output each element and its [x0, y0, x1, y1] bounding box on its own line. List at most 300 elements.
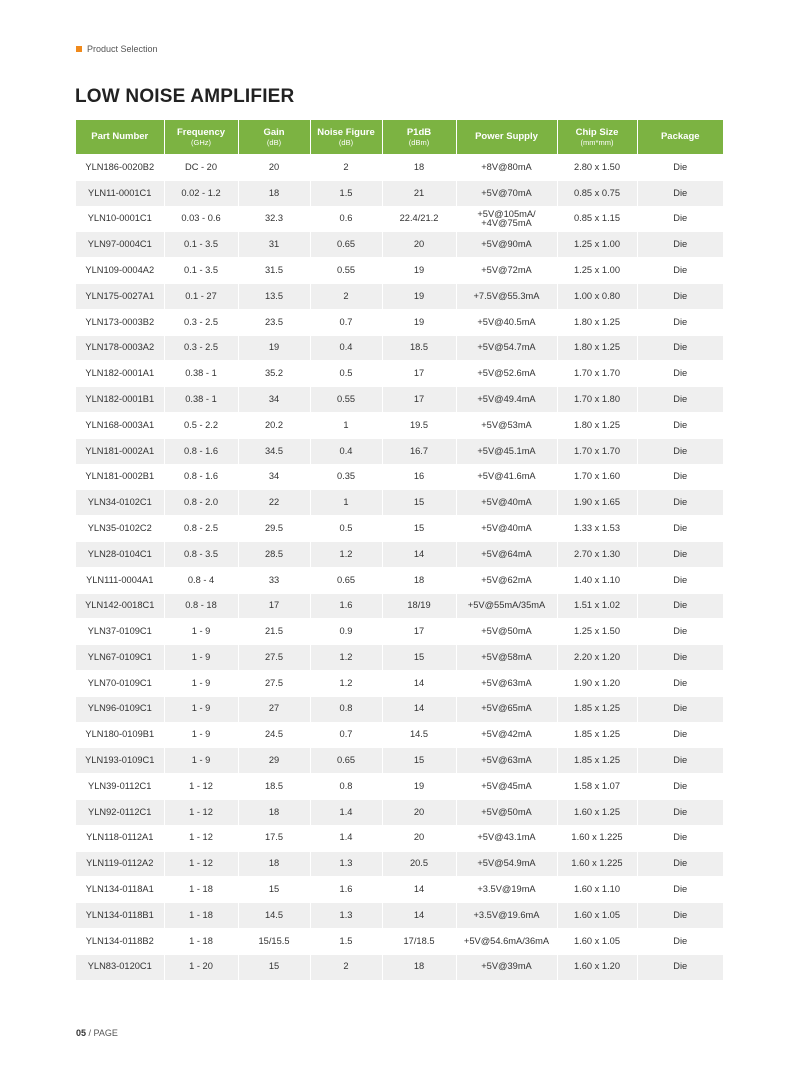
table-row [76, 670, 723, 696]
column-header-unit: (mm*mm) [580, 137, 614, 147]
table-cell: 17 [382, 387, 456, 413]
table-cell: +5V@40mA [456, 490, 557, 516]
table-cell: 0.03 - 0.6 [164, 206, 238, 232]
table-cell: 1.33 x 1.53 [557, 516, 637, 542]
table-cell: 0.38 - 1 [164, 361, 238, 387]
table-cell: 1 [310, 490, 382, 516]
table-row [76, 851, 723, 877]
table-cell: 15 [382, 516, 456, 542]
table-cell: 1.6 [310, 593, 382, 619]
table-cell: 19.5 [382, 412, 456, 438]
table-cell: YLN37-0109C1 [76, 619, 164, 645]
table-cell: 18 [382, 155, 456, 181]
table-cell: Die [637, 283, 723, 309]
table-cell: +5V@70mA [456, 180, 557, 206]
table-cell: YLN39-0112C1 [76, 774, 164, 800]
table-cell: +5V@50mA [456, 619, 557, 645]
table-cell: 1 - 18 [164, 877, 238, 903]
table-cell: 1.80 x 1.25 [557, 335, 637, 361]
table-cell: 0.5 [310, 361, 382, 387]
table-cell: 19 [382, 774, 456, 800]
table-row [76, 464, 723, 490]
table-row [76, 180, 723, 206]
table-cell: 0.65 [310, 232, 382, 258]
table-cell: 1.85 x 1.25 [557, 696, 637, 722]
table-cell: 1.2 [310, 670, 382, 696]
table-cell: 14 [382, 877, 456, 903]
table-cell: 1.70 x 1.60 [557, 464, 637, 490]
table-cell: DC - 20 [164, 155, 238, 181]
table-cell: 0.8 - 2.5 [164, 516, 238, 542]
table-row [76, 258, 723, 284]
column-header-label: Package [660, 131, 700, 143]
table-cell: 27 [238, 696, 310, 722]
table-row [76, 412, 723, 438]
table-cell: 0.55 [310, 387, 382, 413]
table-cell: +8V@80mA [456, 155, 557, 181]
table-cell: 20 [238, 155, 310, 181]
table-cell: YLN109-0004A2 [76, 258, 164, 284]
table-cell: 14 [382, 696, 456, 722]
table-cell: 0.8 - 1.6 [164, 464, 238, 490]
table-cell: Die [637, 438, 723, 464]
column-header-unit: (dB) [338, 137, 354, 147]
table-row [76, 774, 723, 800]
table-cell: 15 [382, 645, 456, 671]
table-cell: 2.70 x 1.30 [557, 541, 637, 567]
table-cell: 1.2 [310, 645, 382, 671]
column-header-label: Gain [263, 126, 285, 138]
table-cell: 0.55 [310, 258, 382, 284]
table-cell: Die [637, 412, 723, 438]
table-cell: Die [637, 903, 723, 929]
table-cell: Die [637, 619, 723, 645]
table-cell: 14 [382, 903, 456, 929]
table-body [76, 155, 723, 980]
table-cell: 1.58 x 1.07 [557, 774, 637, 800]
table-cell: 1 - 18 [164, 903, 238, 929]
table-cell: Die [637, 387, 723, 413]
table-cell: 0.3 - 2.5 [164, 335, 238, 361]
page-label: / PAGE [86, 1028, 118, 1038]
table-cell: YLN186-0020B2 [76, 155, 164, 181]
table-cell: Die [637, 155, 723, 181]
table-cell: 0.7 [310, 309, 382, 335]
table-row [76, 155, 723, 181]
table-cell: +5V@62mA [456, 567, 557, 593]
table-cell: 1.60 x 1.25 [557, 799, 637, 825]
page-footer [76, 1028, 118, 1038]
table-cell: 2 [310, 155, 382, 181]
table-cell: YLN35-0102C2 [76, 516, 164, 542]
table-cell: YLN181-0002A1 [76, 438, 164, 464]
table-cell: 16 [382, 464, 456, 490]
table-cell: YLN111-0004A1 [76, 567, 164, 593]
table-cell: 20 [382, 825, 456, 851]
table-cell: 1.70 x 1.80 [557, 387, 637, 413]
table-cell: YLN118-0112A1 [76, 825, 164, 851]
table-cell: 1.25 x 1.00 [557, 232, 637, 258]
table-header-row [76, 120, 723, 155]
table-cell: 1.25 x 1.00 [557, 258, 637, 284]
table-cell: 1.4 [310, 799, 382, 825]
table-cell: 1.70 x 1.70 [557, 361, 637, 387]
table-cell: 19 [382, 283, 456, 309]
table-cell: YLN119-0112A2 [76, 851, 164, 877]
page-number: 05 [76, 1028, 87, 1038]
table-cell: +5V@72mA [456, 258, 557, 284]
column-header [456, 120, 557, 155]
table-cell: Die [637, 593, 723, 619]
table-row [76, 567, 723, 593]
table-cell: 1 - 12 [164, 825, 238, 851]
table-cell: YLN134-0118B2 [76, 928, 164, 954]
table-cell: Die [637, 206, 723, 232]
column-header-unit: (dBm) [408, 137, 430, 147]
table-cell: 28.5 [238, 541, 310, 567]
table-cell: 0.8 - 3.5 [164, 541, 238, 567]
table-cell: YLN97-0004C1 [76, 232, 164, 258]
table-cell: Die [637, 696, 723, 722]
table-cell: 32.3 [238, 206, 310, 232]
table-cell: 1.90 x 1.20 [557, 670, 637, 696]
table-row [76, 541, 723, 567]
table-cell: +5V@52.6mA [456, 361, 557, 387]
table-cell: 0.7 [310, 722, 382, 748]
table-cell: Die [637, 567, 723, 593]
table-cell: 0.5 - 2.2 [164, 412, 238, 438]
table-cell: 33 [238, 567, 310, 593]
table-cell: +5V@39mA [456, 954, 557, 979]
table-cell: 0.8 - 1.6 [164, 438, 238, 464]
table-cell: Die [637, 258, 723, 284]
table-cell: Die [637, 825, 723, 851]
column-header-label: Frequency [176, 126, 226, 138]
table-cell: 14.5 [238, 903, 310, 929]
table-row [76, 722, 723, 748]
table-cell: 0.8 - 2.0 [164, 490, 238, 516]
table-cell: 0.4 [310, 335, 382, 361]
table-cell: YLN28-0104C1 [76, 541, 164, 567]
table-cell: YLN83-0120C1 [76, 954, 164, 979]
table-cell: +5V@41.6mA [456, 464, 557, 490]
table-cell: +5V@43.1mA [456, 825, 557, 851]
table-cell: 18.5 [238, 774, 310, 800]
table-cell: 20 [382, 232, 456, 258]
table-cell: 0.65 [310, 567, 382, 593]
table-cell: 18 [382, 954, 456, 979]
table-cell: +5V@64mA [456, 541, 557, 567]
table-cell: 18 [238, 180, 310, 206]
table-cell: YLN180-0109B1 [76, 722, 164, 748]
table-cell: 1.3 [310, 903, 382, 929]
table-cell: Die [637, 877, 723, 903]
table-cell: 0.38 - 1 [164, 387, 238, 413]
table-cell: 17 [382, 619, 456, 645]
column-header [382, 120, 456, 155]
page-title: LOW NOISE AMPLIFIER [75, 86, 295, 107]
table-cell: 18 [382, 567, 456, 593]
table-cell: 34 [238, 387, 310, 413]
table-cell: Die [637, 774, 723, 800]
table-cell: 0.8 [310, 696, 382, 722]
table-cell: 22 [238, 490, 310, 516]
table-cell: 1 - 9 [164, 645, 238, 671]
table-cell: 1 - 12 [164, 799, 238, 825]
table-cell: 1.40 x 1.10 [557, 567, 637, 593]
table-cell: 1.80 x 1.25 [557, 412, 637, 438]
table-cell: 1.60 x 1.10 [557, 877, 637, 903]
section-tag-label: Product Selection [87, 44, 158, 54]
table-cell: YLN175-0027A1 [76, 283, 164, 309]
table-cell: 21 [382, 180, 456, 206]
column-header [557, 120, 637, 155]
table-cell: 2 [310, 283, 382, 309]
table-cell: YLN11-0001C1 [76, 180, 164, 206]
table-cell: 14 [382, 670, 456, 696]
table-cell: +5V@49.4mA [456, 387, 557, 413]
table-row [76, 490, 723, 516]
table-cell: 1.25 x 1.50 [557, 619, 637, 645]
table-cell: 31 [238, 232, 310, 258]
table-row [76, 593, 723, 619]
table-cell: YLN142-0018C1 [76, 593, 164, 619]
table-cell: 1.85 x 1.25 [557, 748, 637, 774]
table-cell: 0.85 x 1.15 [557, 206, 637, 232]
table-cell: +5V@65mA [456, 696, 557, 722]
table-cell: 0.65 [310, 748, 382, 774]
table-cell: Die [637, 670, 723, 696]
table-cell: 1 - 20 [164, 954, 238, 979]
table-row [76, 645, 723, 671]
table-cell: 13.5 [238, 283, 310, 309]
table-cell: 0.8 - 18 [164, 593, 238, 619]
table-cell: +7.5V@55.3mA [456, 283, 557, 309]
table-cell: +3.5V@19mA [456, 877, 557, 903]
table-cell: Die [637, 748, 723, 774]
table-cell: 18 [238, 799, 310, 825]
table-cell: YLN134-0118A1 [76, 877, 164, 903]
table-cell: 19 [238, 335, 310, 361]
table-row [76, 309, 723, 335]
table-cell: Die [637, 361, 723, 387]
table-cell: 23.5 [238, 309, 310, 335]
table-cell: YLN92-0112C1 [76, 799, 164, 825]
table-row [76, 748, 723, 774]
table-cell: Die [637, 645, 723, 671]
table-cell: 1 - 9 [164, 670, 238, 696]
table-cell: 17.5 [238, 825, 310, 851]
table-cell: +5V@45mA [456, 774, 557, 800]
table-cell: YLN34-0102C1 [76, 490, 164, 516]
table-cell: 1 - 9 [164, 722, 238, 748]
table-cell: 1 - 12 [164, 851, 238, 877]
column-header-unit: (dB) [266, 137, 282, 147]
table-cell: 1 - 9 [164, 619, 238, 645]
table-cell: Die [637, 464, 723, 490]
table-cell: +5V@45.1mA [456, 438, 557, 464]
table-row [76, 903, 723, 929]
table-cell: 0.4 [310, 438, 382, 464]
column-header-label: P1dB [406, 126, 432, 138]
table-cell: Die [637, 928, 723, 954]
orange-square-icon [76, 46, 82, 52]
table-cell: 1 - 12 [164, 774, 238, 800]
table-cell: 27.5 [238, 645, 310, 671]
table-row [76, 206, 723, 232]
table-cell: 0.6 [310, 206, 382, 232]
table-cell: Die [637, 541, 723, 567]
table-cell: 1.5 [310, 180, 382, 206]
table-cell: 24.5 [238, 722, 310, 748]
table-cell: YLN178-0003A2 [76, 335, 164, 361]
table-row [76, 619, 723, 645]
table-cell: 1.85 x 1.25 [557, 722, 637, 748]
column-header [76, 120, 164, 155]
table-cell: 15 [238, 954, 310, 979]
table-cell: YLN10-0001C1 [76, 206, 164, 232]
table-cell: 1.2 [310, 541, 382, 567]
column-header-label: Chip Size [575, 126, 619, 138]
table-row [76, 516, 723, 542]
table-row [76, 877, 723, 903]
table-cell: YLN134-0118B1 [76, 903, 164, 929]
column-header-label: Power Supply [475, 131, 538, 143]
table-cell: +5V@90mA [456, 232, 557, 258]
table-row [76, 954, 723, 979]
table-cell: +5V@54.6mA/36mA [456, 928, 557, 954]
table-row [76, 438, 723, 464]
table-cell: Die [637, 309, 723, 335]
table-cell: 17 [382, 361, 456, 387]
table-cell: 1.3 [310, 851, 382, 877]
table-row [76, 799, 723, 825]
table-cell: 14 [382, 541, 456, 567]
table-cell: +5V@55mA/35mA [456, 593, 557, 619]
table-cell: +5V@40.5mA [456, 309, 557, 335]
column-header-label: Part Number [91, 131, 149, 143]
column-header [310, 120, 382, 155]
table-row [76, 232, 723, 258]
table-cell: 0.5 [310, 516, 382, 542]
lna-product-table [76, 120, 723, 980]
table-row [76, 283, 723, 309]
table-cell: +5V@63mA [456, 748, 557, 774]
table-cell: 0.35 [310, 464, 382, 490]
table-cell: 2.20 x 1.20 [557, 645, 637, 671]
column-header-unit: (GHz) [191, 137, 211, 147]
table-cell: 1.60 x 1.225 [557, 851, 637, 877]
table-cell: 15 [382, 748, 456, 774]
table-cell: 0.1 - 3.5 [164, 232, 238, 258]
table-row [76, 696, 723, 722]
section-tag [76, 44, 158, 54]
table-row [76, 387, 723, 413]
table-cell: 35.2 [238, 361, 310, 387]
table-cell: +3.5V@19.6mA [456, 903, 557, 929]
table-cell: 22.4/21.2 [382, 206, 456, 232]
column-header [164, 120, 238, 155]
table-cell: +5V@42mA [456, 722, 557, 748]
table-cell: Die [637, 851, 723, 877]
table-cell: 19 [382, 309, 456, 335]
table-cell: 0.3 - 2.5 [164, 309, 238, 335]
table-cell: 21.5 [238, 619, 310, 645]
table-cell: 27.5 [238, 670, 310, 696]
table-cell: 29.5 [238, 516, 310, 542]
table-cell: 2 [310, 954, 382, 979]
table-cell: YLN70-0109C1 [76, 670, 164, 696]
table-cell: 0.1 - 27 [164, 283, 238, 309]
table-cell: 1.70 x 1.70 [557, 438, 637, 464]
table-cell: 1.60 x 1.05 [557, 928, 637, 954]
table-cell: 17/18.5 [382, 928, 456, 954]
table-cell: YLN181-0002B1 [76, 464, 164, 490]
table-cell: 31.5 [238, 258, 310, 284]
table-cell: 18/19 [382, 593, 456, 619]
table-cell: YLN96-0109C1 [76, 696, 164, 722]
table-cell: 1.60 x 1.225 [557, 825, 637, 851]
table-cell: 20.2 [238, 412, 310, 438]
table-cell: YLN182-0001A1 [76, 361, 164, 387]
table-cell: 34 [238, 464, 310, 490]
column-header [238, 120, 310, 155]
table-cell: 18 [238, 851, 310, 877]
table-cell: 20 [382, 799, 456, 825]
table-cell: 0.8 - 4 [164, 567, 238, 593]
table-cell: +5V@58mA [456, 645, 557, 671]
table-cell: +5V@40mA [456, 516, 557, 542]
table-cell: 15 [238, 877, 310, 903]
table-cell: 0.8 [310, 774, 382, 800]
table-cell: YLN182-0001B1 [76, 387, 164, 413]
table-cell: 1 - 18 [164, 928, 238, 954]
table-cell: 0.1 - 3.5 [164, 258, 238, 284]
table-cell: 20.5 [382, 851, 456, 877]
table-cell: +5V@105mA/ +4V@75mA [456, 206, 557, 232]
table-row [76, 361, 723, 387]
table-cell: 15 [382, 490, 456, 516]
table-cell: 1.4 [310, 825, 382, 851]
table-cell: 1 - 9 [164, 696, 238, 722]
table-cell: YLN67-0109C1 [76, 645, 164, 671]
table-cell: 16.7 [382, 438, 456, 464]
table-cell: Die [637, 232, 723, 258]
table-cell: 17 [238, 593, 310, 619]
table-cell: Die [637, 722, 723, 748]
table-cell: 0.02 - 1.2 [164, 180, 238, 206]
table-cell: 1.60 x 1.05 [557, 903, 637, 929]
table-cell: +5V@63mA [456, 670, 557, 696]
table-cell: Die [637, 799, 723, 825]
table-cell: Die [637, 954, 723, 979]
table-cell: +5V@53mA [456, 412, 557, 438]
table-cell: 34.5 [238, 438, 310, 464]
table-row [76, 335, 723, 361]
table-cell: 1.5 [310, 928, 382, 954]
table-cell: 18.5 [382, 335, 456, 361]
table-row [76, 928, 723, 954]
table-cell: +5V@50mA [456, 799, 557, 825]
table-cell: +5V@54.7mA [456, 335, 557, 361]
table-cell: Die [637, 516, 723, 542]
table-cell: +5V@54.9mA [456, 851, 557, 877]
table-cell: 1.51 x 1.02 [557, 593, 637, 619]
table-cell: 29 [238, 748, 310, 774]
table-cell: YLN173-0003B2 [76, 309, 164, 335]
table-cell: 14.5 [382, 722, 456, 748]
table-cell: 0.9 [310, 619, 382, 645]
